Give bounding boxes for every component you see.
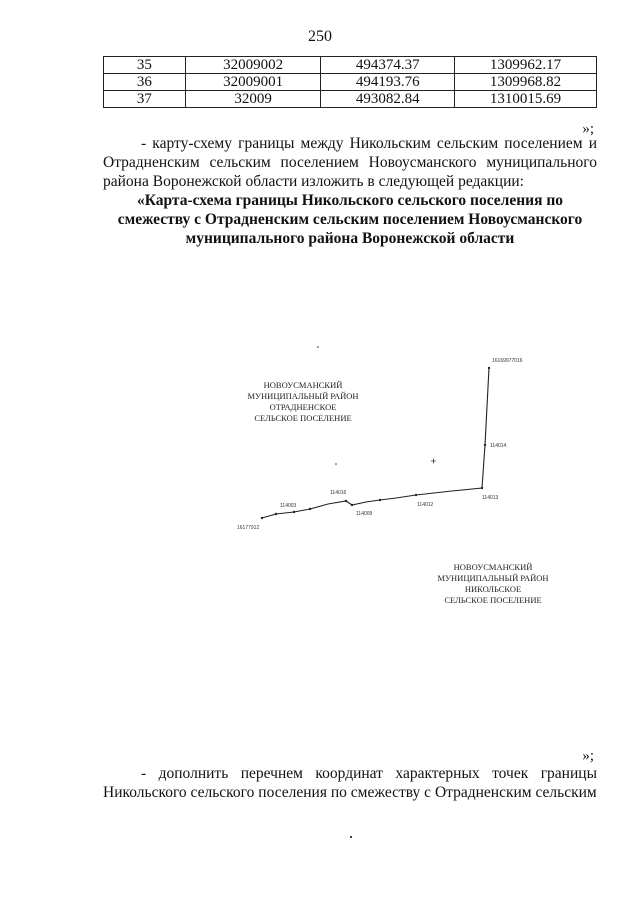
svg-text:НИКОЛЬСКОЕ: НИКОЛЬСКОЕ (464, 584, 522, 594)
table-cell: 37 (104, 91, 186, 108)
point-label-end: 16169977016 (492, 358, 523, 364)
svg-text:МУНИЦИПАЛЬНЫЙ РАЙОН: МУНИЦИПАЛЬНЫЙ РАЙОН (437, 573, 549, 583)
closing-quote: »; (582, 121, 594, 137)
point-label-114003: 114003 (280, 503, 297, 509)
svg-text:МУНИЦИПАЛЬНЫЙ РАЙОН: МУНИЦИПАЛЬНЫЙ РАЙОН (247, 391, 359, 401)
coordinates-table (103, 56, 597, 108)
point-label-start: 16177912 (237, 525, 260, 531)
svg-text:СЕЛЬСКОЕ ПОСЕЛЕНИЕ: СЕЛЬСКОЕ ПОСЕЛЕНИЕ (254, 413, 352, 423)
table-row (104, 74, 597, 91)
table-cell: 1309962.17 (455, 57, 597, 74)
stray-dot (335, 463, 337, 465)
point-label-114014: 114014 (490, 443, 507, 449)
svg-text:СЕЛЬСКОЕ ПОСЕЛЕНИЕ: СЕЛЬСКОЕ ПОСЕЛЕНИЕ (444, 595, 542, 605)
table-cell: 1309968.82 (455, 74, 597, 91)
table-row (104, 91, 597, 108)
cross-mark (431, 459, 436, 464)
table-cell: 494374.37 (321, 57, 455, 74)
region-label-nikolskoe (437, 562, 548, 605)
page-number: 250 (308, 28, 332, 45)
boundary-map (0, 330, 640, 630)
table-cell: 1310015.69 (455, 91, 597, 108)
table-cell: 36 (104, 74, 186, 91)
table-cell: 494193.76 (321, 74, 455, 91)
svg-text:НОВОУСМАНСКИЙ: НОВОУСМАНСКИЙ (453, 562, 533, 572)
stray-dot (350, 836, 352, 838)
table-row (104, 57, 597, 74)
point-label-114012: 114012 (417, 502, 434, 508)
map-title: «Карта-схема границы Никольского сельского поселения по смежеству с Отрадненским сельским поселением Новоусманского муниципального района Воронежской области (117, 192, 583, 247)
point-label-114009: 114009 (356, 511, 373, 517)
region-label-otradnenskoe (247, 380, 358, 423)
svg-text:НОВОУСМАНСКИЙ: НОВОУСМАНСКИЙ (263, 380, 343, 390)
point-label-114013: 114013 (482, 495, 499, 501)
stray-dot (317, 346, 319, 348)
point-label-114016: 114016 (330, 490, 347, 496)
table-cell: 32009001 (185, 74, 321, 91)
closing-quote: »; (582, 748, 594, 764)
table-cell: 35 (104, 57, 186, 74)
table-cell: 32009002 (185, 57, 321, 74)
paragraph-add-coordinates: - дополнить перечнем координат характерных точек границы Никольского сельского поселения по смежеству с Отрадненским сельским (103, 765, 597, 801)
svg-text:ОТРАДНЕНСКОЕ: ОТРАДНЕНСКОЕ (269, 402, 337, 412)
table-cell: 493082.84 (321, 91, 455, 108)
table-cell: 32009 (185, 91, 321, 108)
paragraph-map-instruction: - карту-схему границы между Никольским сельским поселением и Отрадненским сельским поселением Новоусманского муниципального района Воронежской области изложить в следующей редакции: (103, 135, 597, 190)
